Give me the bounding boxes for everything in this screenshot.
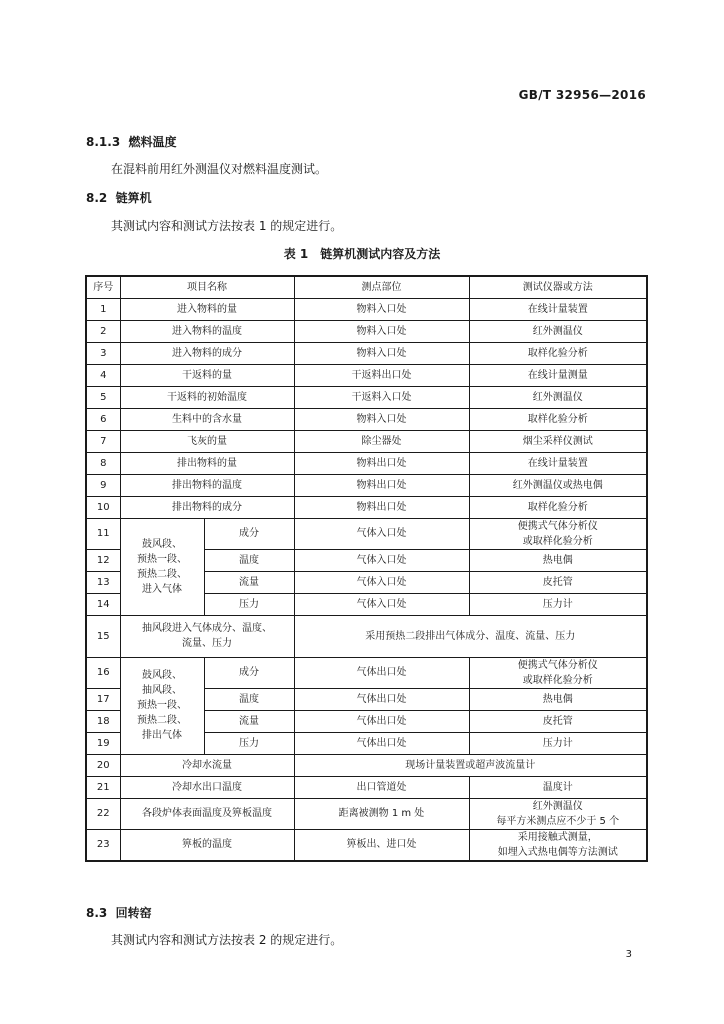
cell-name: 冷却水流量 <box>120 754 294 776</box>
table-row <box>86 474 647 496</box>
cell-method: 烟尘采样仪测试 <box>469 430 647 452</box>
cell-method: 红外测温仪 每平方米测点应不少于 5 个 <box>469 798 647 829</box>
cell-location: 气体入口处 <box>294 518 469 549</box>
cell-no: 3 <box>86 342 120 364</box>
cell-name: 抽风段进入气体成分、温度、 流量、压力 <box>120 615 294 657</box>
cell-parameter: 温度 <box>204 549 294 571</box>
cell-location: 物料入口处 <box>294 408 469 430</box>
cell-no: 2 <box>86 320 120 342</box>
table-row <box>86 430 647 452</box>
cell-location: 物料出口处 <box>294 474 469 496</box>
cell-group-label: 鼓风段、 预热一段、 预热二段、 进入气体 <box>120 518 204 615</box>
cell-no: 17 <box>86 688 120 710</box>
cell-location: 气体出口处 <box>294 657 469 688</box>
table-1 <box>85 275 648 862</box>
cell-no: 6 <box>86 408 120 430</box>
cell-name: 干返料的初始温度 <box>120 386 294 408</box>
cell-method: 温度计 <box>469 776 647 798</box>
standard-code: GB/T 32956—2016 <box>518 88 646 102</box>
cell-method: 取样化验分析 <box>469 342 647 364</box>
cell-location: 物料出口处 <box>294 496 469 518</box>
cell-method: 取样化验分析 <box>469 496 647 518</box>
cell-method: 皮托管 <box>469 571 647 593</box>
table-row <box>86 496 647 518</box>
cell-no: 18 <box>86 710 120 732</box>
section-title: 链箅机 <box>115 191 152 205</box>
cell-no: 19 <box>86 732 120 754</box>
cell-no: 11 <box>86 518 120 549</box>
cell-no: 4 <box>86 364 120 386</box>
cell-location: 物料入口处 <box>294 320 469 342</box>
cell-name: 进入物料的成分 <box>120 342 294 364</box>
cell-no: 7 <box>86 430 120 452</box>
table-row <box>86 408 647 430</box>
cell-method: 在线计量装置 <box>469 452 647 474</box>
cell-name: 生料中的含水量 <box>120 408 294 430</box>
cell-location: 物料入口处 <box>294 298 469 320</box>
cell-method: 皮托管 <box>469 710 647 732</box>
cell-location: 除尘器处 <box>294 430 469 452</box>
section-title: 燃料温度 <box>128 135 177 149</box>
cell-parameter: 流量 <box>204 571 294 593</box>
cell-no: 22 <box>86 798 120 829</box>
cell-location: 物料入口处 <box>294 342 469 364</box>
cell-name: 排出物料的量 <box>120 452 294 474</box>
cell-no: 15 <box>86 615 120 657</box>
cell-method: 便携式气体分析仪 或取样化验分析 <box>469 657 647 688</box>
page-number: 3 <box>625 949 632 960</box>
cell-name: 进入物料的量 <box>120 298 294 320</box>
cell-parameter: 温度 <box>204 688 294 710</box>
cell-no: 20 <box>86 754 120 776</box>
cell-parameter: 成分 <box>204 518 294 549</box>
cell-name: 各段炉体表面温度及箅板温度 <box>120 798 294 829</box>
cell-group-label: 鼓风段、 抽风段、 预热一段、 预热二段、 排出气体 <box>120 657 204 754</box>
cell-no: 16 <box>86 657 120 688</box>
cell-name: 箅板的温度 <box>120 829 294 861</box>
cell-method: 压力计 <box>469 732 647 754</box>
cell-no: 1 <box>86 298 120 320</box>
section-number: 8.3 <box>86 906 108 920</box>
header-no: 序号 <box>86 276 120 298</box>
cell-no: 23 <box>86 829 120 861</box>
table-row <box>86 386 647 408</box>
table-row <box>86 298 647 320</box>
table-row <box>86 452 647 474</box>
cell-location: 气体出口处 <box>294 710 469 732</box>
section-number: 8.2 <box>86 191 108 205</box>
cell-no: 21 <box>86 776 120 798</box>
cell-no: 13 <box>86 571 120 593</box>
section-8-3-text: 其测试内容和测试方法按表 2 的规定进行。 <box>111 933 343 947</box>
table-row <box>86 518 647 549</box>
cell-method: 在线计量测量 <box>469 364 647 386</box>
section-8-2-text: 其测试内容和测试方法按表 1 的规定进行。 <box>111 219 343 233</box>
table-row <box>86 754 647 776</box>
table-caption: 表 1 链箅机测试内容及方法 <box>283 247 441 261</box>
section-8-1-3-text: 在混料前用红外测温仪对燃料温度测试。 <box>111 162 328 176</box>
cell-parameter: 成分 <box>204 657 294 688</box>
cell-method: 红外测温仪或热电偶 <box>469 474 647 496</box>
cell-no: 12 <box>86 549 120 571</box>
cell-parameter: 流量 <box>204 710 294 732</box>
header-name: 项目名称 <box>120 276 294 298</box>
cell-location: 气体入口处 <box>294 593 469 615</box>
cell-no: 9 <box>86 474 120 496</box>
table-row <box>86 342 647 364</box>
cell-method: 压力计 <box>469 593 647 615</box>
cell-method: 采用接触式测量， 如埋入式热电偶等方法测试 <box>469 829 647 861</box>
cell-merged: 采用预热二段排出气体成分、温度、流量、压力 <box>294 615 647 657</box>
section-number: 8.1.3 <box>86 135 121 149</box>
cell-method: 热电偶 <box>469 688 647 710</box>
cell-name: 冷却水出口温度 <box>120 776 294 798</box>
table-row <box>86 798 647 829</box>
section-8-3-heading <box>86 904 152 921</box>
cell-location: 箅板出、进口处 <box>294 829 469 861</box>
cell-no: 8 <box>86 452 120 474</box>
table-row <box>86 364 647 386</box>
table-row <box>86 320 647 342</box>
cell-name: 进入物料的温度 <box>120 320 294 342</box>
table-row <box>86 829 647 861</box>
cell-name: 飞灰的量 <box>120 430 294 452</box>
cell-parameter: 压力 <box>204 593 294 615</box>
header-method: 测试仪器或方法 <box>469 276 647 298</box>
section-8-2-heading <box>86 189 152 206</box>
section-8-1-3-heading <box>86 133 177 150</box>
cell-parameter: 压力 <box>204 732 294 754</box>
cell-name: 排出物料的温度 <box>120 474 294 496</box>
cell-method: 热电偶 <box>469 549 647 571</box>
cell-location: 物料出口处 <box>294 452 469 474</box>
cell-method: 红外测温仪 <box>469 386 647 408</box>
cell-no: 14 <box>86 593 120 615</box>
cell-location: 气体出口处 <box>294 732 469 754</box>
cell-location: 出口管道处 <box>294 776 469 798</box>
cell-name: 排出物料的成分 <box>120 496 294 518</box>
cell-method: 红外测温仪 <box>469 320 647 342</box>
cell-no: 5 <box>86 386 120 408</box>
table-row <box>86 657 647 688</box>
cell-location: 干返料入口处 <box>294 386 469 408</box>
cell-name: 干返料的量 <box>120 364 294 386</box>
cell-location: 气体入口处 <box>294 549 469 571</box>
section-title: 回转窑 <box>115 906 152 920</box>
header-location: 测点部位 <box>294 276 469 298</box>
table-row <box>86 276 647 298</box>
cell-method: 取样化验分析 <box>469 408 647 430</box>
cell-no: 10 <box>86 496 120 518</box>
cell-method: 在线计量装置 <box>469 298 647 320</box>
cell-location: 气体出口处 <box>294 688 469 710</box>
cell-location: 距离被测物 1 m 处 <box>294 798 469 829</box>
table-row <box>86 776 647 798</box>
cell-method: 现场计量装置或超声波流量计 <box>294 754 647 776</box>
cell-location: 气体入口处 <box>294 571 469 593</box>
table-row <box>86 615 647 657</box>
cell-location: 干返料出口处 <box>294 364 469 386</box>
cell-method: 便携式气体分析仪 或取样化验分析 <box>469 518 647 549</box>
